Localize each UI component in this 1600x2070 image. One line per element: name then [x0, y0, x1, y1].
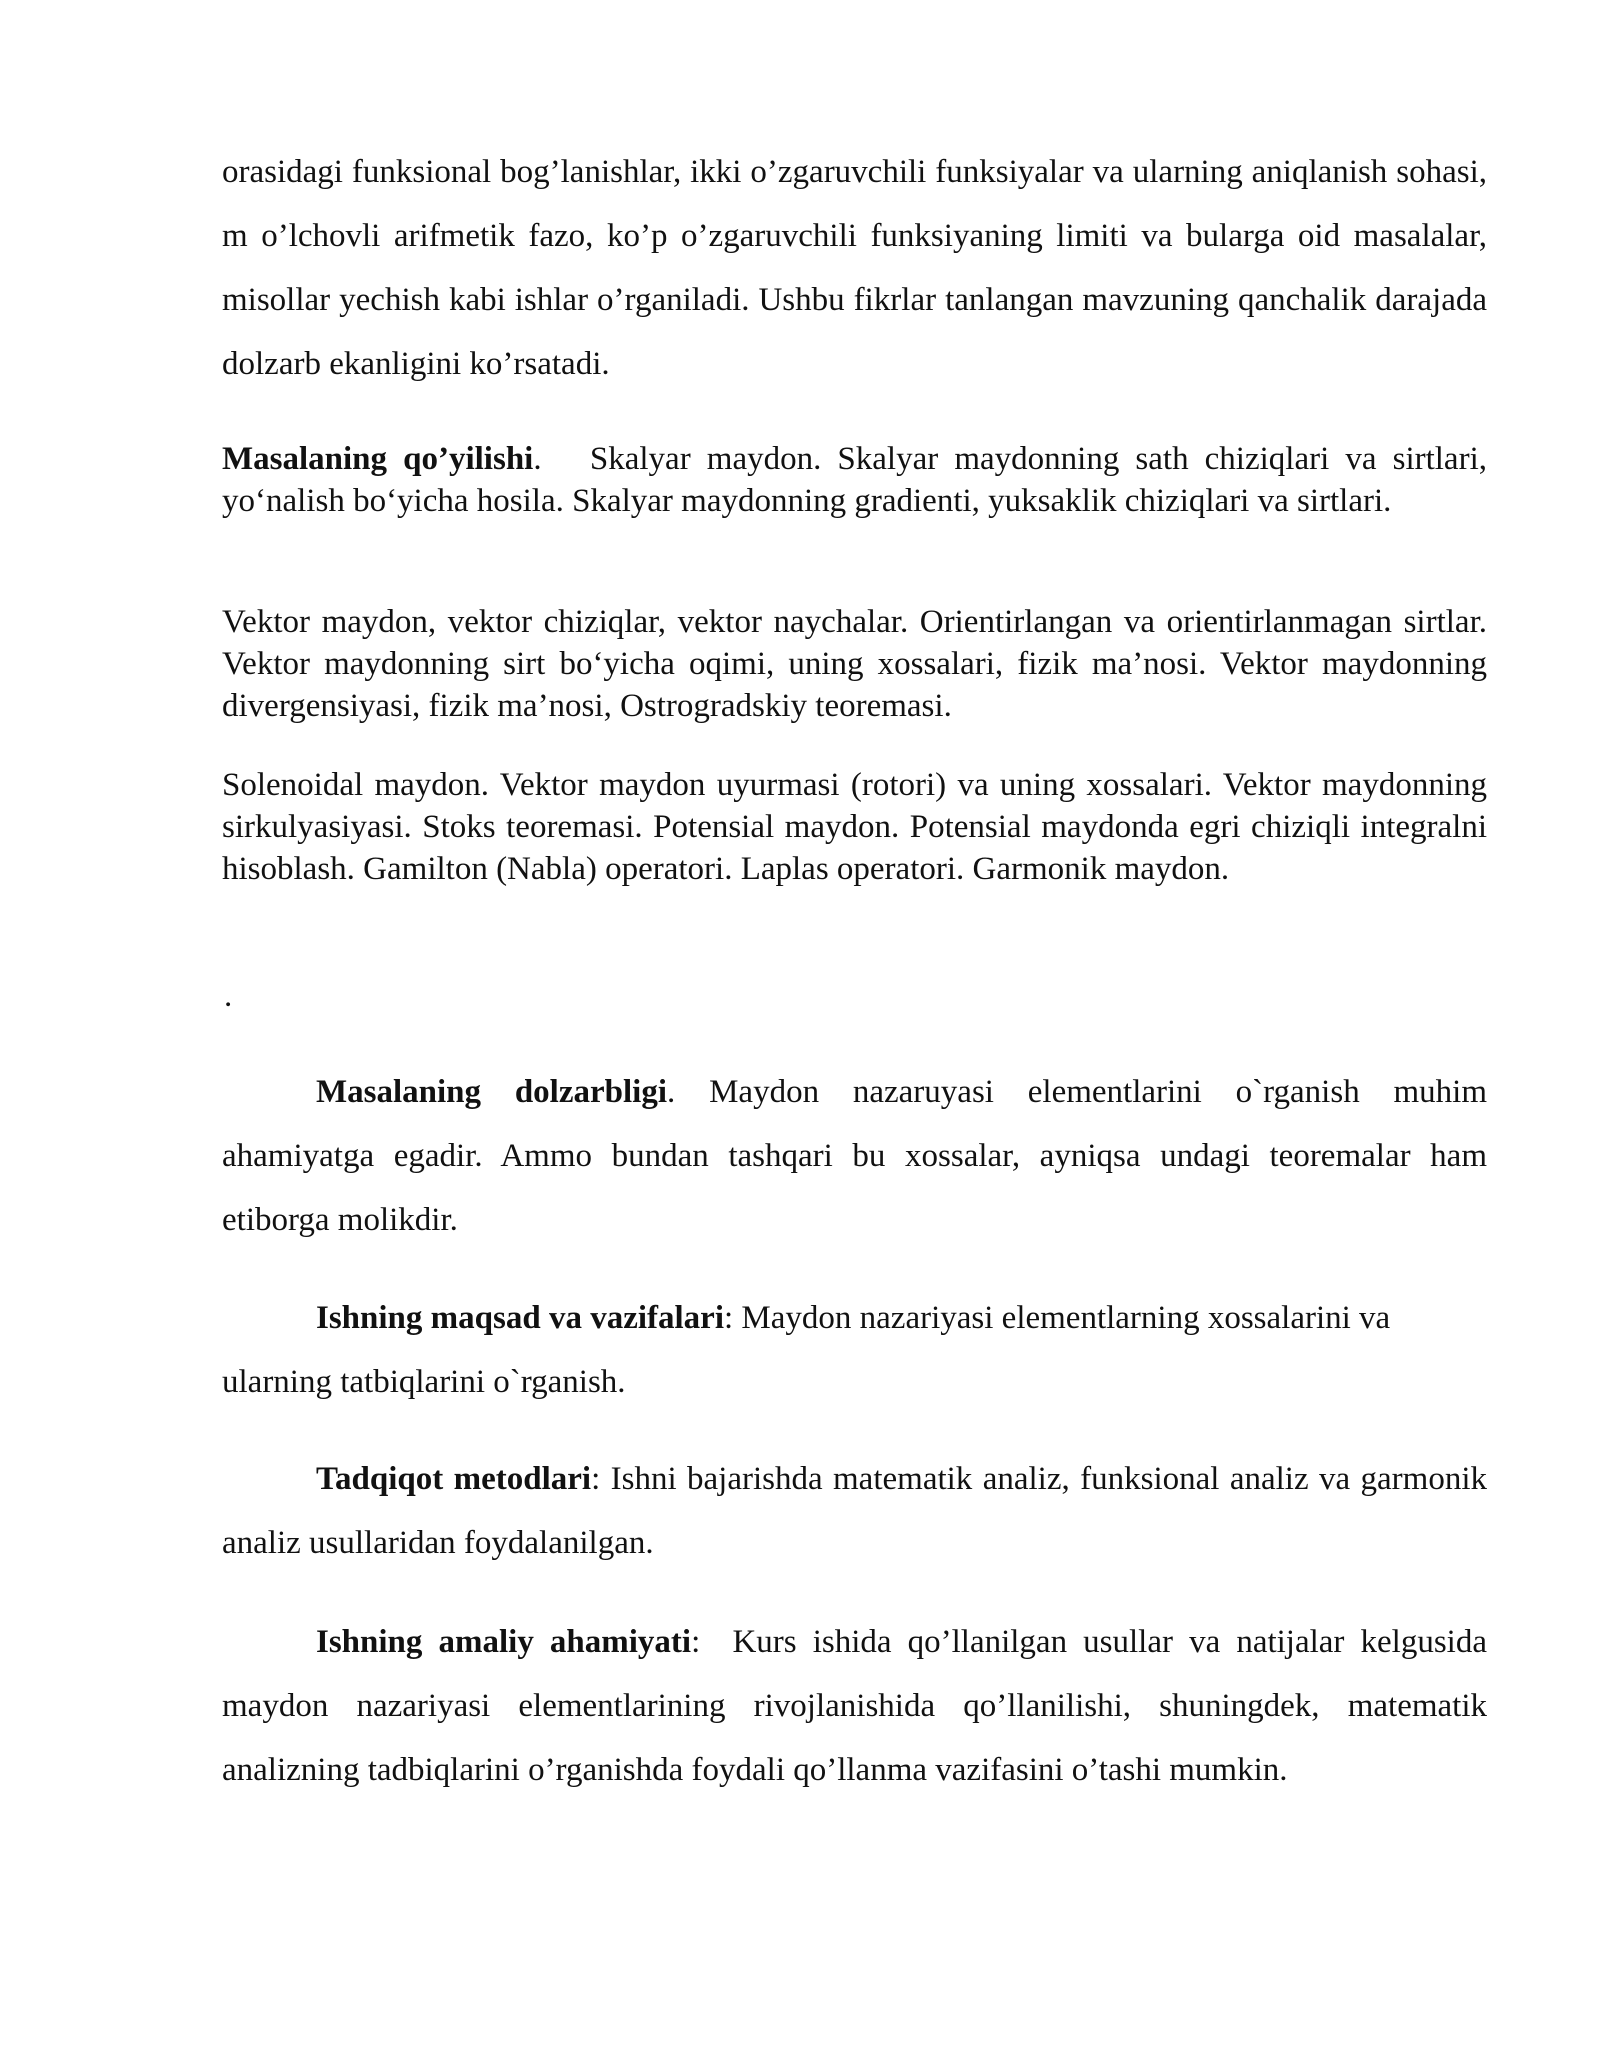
- methods-punct: :: [591, 1461, 601, 1497]
- solenoidal-paragraph: [222, 764, 1487, 890]
- practical-paragraph: [222, 1610, 1487, 1802]
- methods-paragraph: [222, 1447, 1487, 1575]
- problem-statement-punct: .: [533, 441, 542, 477]
- goals-paragraph: [222, 1286, 1467, 1414]
- relevance-paragraph: [222, 1060, 1487, 1252]
- relevance-heading: Masalaning dolzarbligi: [316, 1074, 668, 1110]
- goals-punct: :: [724, 1300, 734, 1336]
- relevance-punct: .: [667, 1074, 676, 1110]
- solenoidal-text: Solenoidal maydon. Vektor maydon uyurmasi (rotori) va uning xossalari. Vektor maydonning sirkulyasiyasi. Stoks teoremasi. Potensial maydon. Potensial maydonda egri chiziqli integralni hisoblash. Gamilton (Nabla) operatori. Laplas operatori. Garmonik maydon.: [222, 767, 1487, 887]
- goals-text: Maydon nazariyasi elementlarning xossalarini va ularning tatbiqlarini o`rganish.: [222, 1300, 1391, 1400]
- intro-text: orasidagi funksional bog’lanishlar, ikki o’zgaruvchili funksiyalar va ularning aniqlanish sohasi, m o’lchovli arifmetik fazo, ko’p o’zgaruvchili funksiyaning limiti va bularga oid masalalar, misollar yechish kabi ishlar o’rganiladi. Ushbu fikrlar tanlangan mavzuning qanchalik darajada dolzarb ekanligini ko’rsatadi.: [222, 154, 1487, 382]
- practical-text: Kurs ishida qo’llanilgan usullar va natijalar kelgusida maydon nazariyasi elementlarining rivojlanishida qo’llanilishi, shuningdek, matematik analizning tadbiqlarini o’rganishda foydali qo’llanma vazifasini o’tashi mumkin.: [222, 1624, 1487, 1788]
- methods-heading: Tadqiqot metodlari: [316, 1461, 592, 1497]
- methods-text: Ishni bajarishda matematik analiz, funksional analiz va garmonik analiz usullaridan foydalanilgan.: [222, 1461, 1487, 1561]
- vector-field-text: Vektor maydon, vektor chiziqlar, vektor naychalar. Orientirlangan va orientirlanmagan sirtlar. Vektor maydonning sirt bo‘yicha oqimi, uning xossalari, fizik ma’nosi. Vektor maydonning divergensiyasi, fizik ma’nosi, Ostrogradskiy teoremasi.: [222, 604, 1487, 724]
- practical-heading: Ishning amaliy ahamiyati: [316, 1624, 692, 1660]
- vector-field-paragraph: [222, 601, 1487, 727]
- practical-punct: :: [691, 1624, 701, 1660]
- intro-paragraph: [222, 140, 1487, 396]
- problem-statement-heading: Masalaning qo’yilishi: [222, 441, 534, 477]
- relevance-text: Maydon nazaruyasi elementlarini o`rganish muhim ahamiyatga egadir. Ammo bundan tashqari bu xossalar, ayniqsa undagi teoremalar ham etiborga molikdir.: [222, 1074, 1487, 1238]
- goals-heading: Ishning maqsad va vazifalari: [316, 1300, 724, 1336]
- problem-statement-text: Skalyar maydon. Skalyar maydonning sath chiziqlari va sirtlari, yo‘nalish bo‘yicha hosila. Skalyar maydonning gradienti, yuksaklik chiziqlari va sirtlari.: [222, 441, 1487, 519]
- stray-dot: .: [224, 978, 233, 1014]
- problem-statement-paragraph: [222, 438, 1487, 522]
